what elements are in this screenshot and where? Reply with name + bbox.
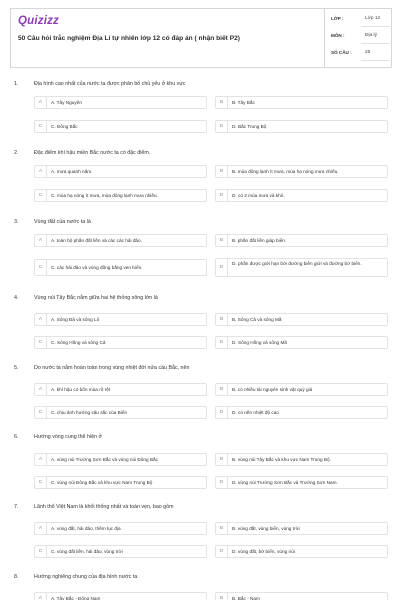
option-letter: B — [216, 593, 228, 600]
option-b[interactable] — [215, 592, 388, 600]
option-text: D. phần được giới hạn bởi đường biên giới và đường bờ biển. — [232, 261, 362, 266]
option-text: C. mùa hạ nóng ít mưa, mùa đông lạnh mưa nhiều. — [51, 193, 158, 198]
option-b[interactable] — [215, 453, 388, 466]
option-letter: B — [216, 97, 228, 108]
option-letter: D — [216, 477, 228, 488]
option-letter: B — [216, 314, 228, 325]
option-text: D. Sông Hồng và sông Mã — [232, 340, 287, 345]
worksheet-header — [10, 8, 392, 68]
option-b[interactable] — [215, 234, 388, 247]
question-number: 8. — [14, 574, 19, 580]
option-letter: B — [216, 166, 228, 177]
option-letter: B — [216, 454, 228, 465]
option-c[interactable] — [34, 189, 207, 202]
meta-value: Địa lý — [365, 33, 377, 38]
option-text: D. vùng đất, bờ biển, vùng núi — [232, 549, 295, 554]
option-b[interactable] — [215, 522, 388, 535]
option-letter: A — [35, 97, 47, 108]
option-text: B. Bắc - Nam — [232, 596, 260, 600]
option-letter: A — [35, 523, 47, 534]
option-letter: A — [35, 235, 47, 246]
option-a[interactable] — [34, 234, 207, 247]
option-letter: C — [35, 337, 47, 348]
option-letter: C — [35, 121, 47, 132]
meta-underline — [361, 43, 390, 44]
meta-value: Lớp 12 — [365, 16, 381, 21]
question-text: Lãnh thổ Việt Nam là khối thống nhất và toàn vẹn, bao gồm — [34, 504, 174, 510]
option-text: A. Sông Đà và sông Lô — [51, 317, 100, 322]
option-letter: D — [216, 121, 228, 132]
option-d[interactable] — [215, 476, 388, 489]
option-d[interactable] — [215, 545, 388, 558]
question-text: Vùng đất của nước ta là — [34, 219, 91, 225]
option-d[interactable] — [215, 336, 388, 349]
option-text: D. vùng núi Trường Sơn Bắc và Trường Sơn Nam. — [232, 480, 338, 485]
option-letter: A — [35, 384, 47, 395]
meta-row-subject — [325, 30, 394, 45]
meta-label: LỚP : — [331, 16, 344, 21]
option-text: B. có nhiều tài nguyên sinh vật quý giá — [232, 387, 313, 392]
question-number: 5. — [14, 365, 19, 371]
option-a[interactable] — [34, 383, 207, 396]
option-text: B. phần đất liền giáp biển. — [232, 238, 287, 243]
option-text: B. Sông Cả và sông Mã — [232, 317, 282, 322]
question-number: 3. — [14, 219, 19, 225]
option-text: C. Sông Hồng và sông Cả — [51, 340, 106, 345]
question-text: Đặc điểm khí hậu miền Bắc nước ta có đặc điểm. — [34, 150, 151, 156]
option-text: A. Tây Bắc - Đông Nam — [51, 596, 101, 600]
option-letter: C — [35, 407, 47, 418]
option-text: B. vùng đất, vùng biển, vùng trời — [232, 526, 300, 531]
option-text: D. có nền nhiệt độ cao — [232, 410, 279, 415]
option-letter: D — [216, 190, 228, 201]
option-d[interactable] — [215, 189, 388, 202]
meta-row-class — [325, 13, 394, 28]
option-text: A. vùng núi Trường Sơn Bắc và vùng núi Đông Bắc — [51, 457, 159, 462]
option-letter: C — [35, 546, 47, 557]
question-text: Vùng núi Tây Bắc nằm giữa hai hệ thống sông lớn là — [34, 295, 158, 301]
option-text: A. toàn bộ phần đất liền và các các hải đảo. — [51, 238, 142, 243]
question-number: 6. — [14, 434, 19, 440]
option-letter: B — [216, 384, 228, 395]
page-title: 50 Câu hỏi trắc nghiệm Địa Lí tự nhiên lớp 12 có đáp án ( nhận biết P2) — [18, 35, 240, 42]
meta-row-count — [325, 47, 394, 62]
option-text: C. Đông Bắc — [51, 124, 78, 129]
option-letter: A — [35, 454, 47, 465]
option-d[interactable] — [215, 258, 388, 277]
question-text: Hướng vòng cung thể hiện ở — [34, 434, 102, 440]
option-letter: B — [216, 523, 228, 534]
option-text: C. chịu ảnh hưởng sâu sắc của Biển — [51, 410, 128, 415]
option-d[interactable] — [215, 406, 388, 419]
option-b[interactable] — [215, 313, 388, 326]
option-b[interactable] — [215, 165, 388, 178]
option-b[interactable] — [215, 383, 388, 396]
meta-value: 25 — [365, 50, 371, 55]
option-d[interactable] — [215, 120, 388, 133]
option-a[interactable] — [34, 522, 207, 535]
option-b[interactable] — [215, 96, 388, 109]
option-text: C. các hải đảo và vùng đồng bằng ven biển. — [51, 265, 143, 270]
option-letter: D — [216, 259, 228, 276]
option-letter: B — [216, 235, 228, 246]
option-text: B. Tây Bắc — [232, 100, 255, 105]
option-letter: D — [216, 546, 228, 557]
option-c[interactable] — [34, 120, 207, 133]
option-c[interactable] — [34, 545, 207, 558]
option-c[interactable] — [34, 259, 207, 276]
meta-underline — [361, 60, 390, 61]
option-text: D. có 2 mùa mưa và khô. — [232, 193, 285, 198]
option-text: B. mùa đông lạnh ít mưa, mùa hạ nóng mưa nhiều. — [232, 169, 339, 174]
option-a[interactable] — [34, 165, 207, 178]
option-letter: C — [35, 477, 47, 488]
option-letter: A — [35, 166, 47, 177]
option-text: B. vùng núi Tây Bắc và khu vực Nam Trung Bộ. — [232, 457, 331, 462]
meta-label: SỐ CÂU : — [331, 50, 352, 55]
meta-label: MÔN : — [331, 33, 345, 38]
question-number: 7. — [14, 504, 19, 510]
option-letter: C — [35, 260, 47, 275]
question-text: Hướng nghiêng chung của địa hình nước ta — [34, 574, 138, 580]
option-a[interactable] — [34, 453, 207, 466]
option-letter: C — [35, 190, 47, 201]
option-text: A. Tây Nguyên — [51, 100, 82, 105]
option-text: C. vùng núi Đông Bắc và khu vực Nam Trung Bộ — [51, 480, 153, 485]
option-text: A. vùng đất, hải đảo, thềm lục địa — [51, 526, 121, 531]
question-text: Do nước ta nằm hoàn toàn trong vùng nhiệt đới nửa cầu Bắc, nên — [34, 365, 190, 371]
option-text: A. khí hậu có bốn mùa rõ rệt — [51, 387, 111, 392]
option-text: C. vùng đất liền, hải đảo, vùng trời — [51, 549, 123, 554]
meta-underline — [361, 26, 390, 27]
option-letter: D — [216, 407, 228, 418]
option-c[interactable] — [34, 336, 207, 349]
question-number: 2. — [14, 150, 19, 156]
option-a[interactable] — [34, 313, 207, 326]
meta-panel — [324, 9, 393, 67]
option-letter: A — [35, 314, 47, 325]
option-letter: D — [216, 337, 228, 348]
option-c[interactable] — [34, 406, 207, 419]
question-text: Địa hình cao nhất của nước ta được phân bố chủ yếu ở khu vực — [34, 81, 186, 87]
question-number: 4. — [14, 295, 19, 301]
option-c[interactable] — [34, 476, 207, 489]
option-a[interactable] — [34, 96, 207, 109]
quizizz-logo: Quizizz — [18, 15, 60, 27]
option-text: A. mưa quanh năm. — [51, 169, 93, 174]
option-letter: A — [35, 593, 47, 600]
option-a[interactable] — [34, 592, 207, 600]
question-number: 1. — [14, 81, 19, 87]
option-text: D. Bắc Trung Bộ — [232, 124, 267, 129]
